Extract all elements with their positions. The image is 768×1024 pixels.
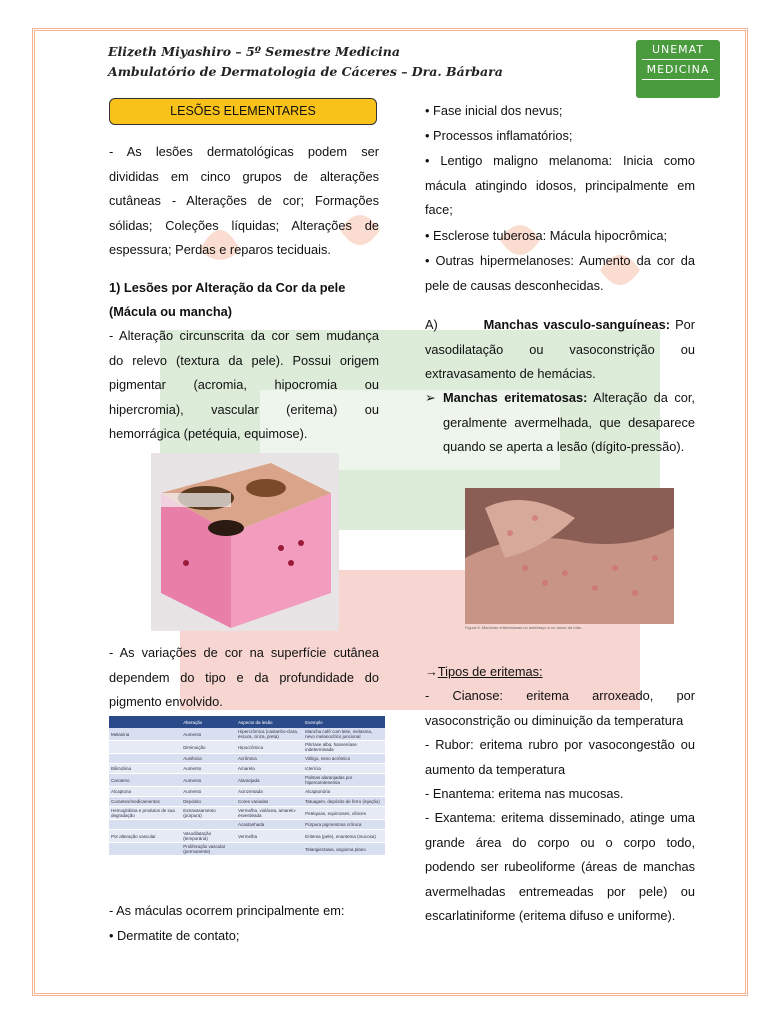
- bullet-dermatite: • Dermatite de contato;: [109, 928, 240, 943]
- table-row: [109, 843, 385, 856]
- table-cell: Vasodilatação (temporária): [181, 830, 236, 843]
- bullet-inflamatorios: • Processos inflamatórios;: [425, 128, 573, 143]
- table-cell: [109, 741, 181, 754]
- table-cell: Por alteração vascular: [109, 830, 181, 843]
- unemat-medicina-logo: [636, 40, 720, 98]
- table-cell: Palmas alaranjadas por hipercarotenemia: [303, 774, 385, 787]
- table-cell: Vitiligo, nevo acrômico: [303, 754, 385, 764]
- table-cell: Cores variadas: [236, 797, 303, 807]
- tipo-enantema: - Enantema: eritema nas mucosas.: [425, 786, 624, 801]
- table-cell: Alcaptonúria: [303, 787, 385, 797]
- table-cell: [109, 820, 181, 830]
- table-cell: [109, 843, 181, 856]
- table-row: [109, 741, 385, 754]
- maculas-intro: - As máculas ocorrem principalmente em:: [109, 903, 345, 918]
- table-cell: Petéquias, equimoses, víbices: [303, 807, 385, 820]
- table-row: [109, 797, 385, 807]
- table-row: [109, 728, 385, 741]
- table-cell: [236, 843, 303, 856]
- tipo-rubor: - Rubor: eritema rubro por vasocongestão ou aumento da temperatura: [425, 737, 695, 777]
- table-cell: Acrômica: [236, 754, 303, 764]
- table-header-cell: Alteração: [181, 716, 236, 728]
- section-a-text: Por vasodilatação ou vasoconstrição ou extravasamento de hemácias.: [425, 317, 696, 382]
- table-cell: Ausência: [181, 754, 236, 764]
- table-cell: Alcaptona: [109, 787, 181, 797]
- eritematosas-item: [425, 386, 695, 460]
- table-cell: Telangiectasia, angioma plano: [303, 843, 385, 856]
- table-cell: [109, 754, 181, 764]
- section-a-title: Manchas vasculo-sanguíneas:: [483, 317, 670, 332]
- figure-caption: Figura 6. Manchas eritematosas no antebraço e no dorso da mão.: [465, 625, 583, 630]
- table-cell: Aumento: [181, 787, 236, 797]
- table-cell: Vermelha, violácea, amarelo-esverdeada: [236, 807, 303, 820]
- erythema-arm-photo: [465, 488, 674, 624]
- table-row: [109, 820, 385, 830]
- section-a: [425, 313, 695, 387]
- table-cell: Tatuagem, depósito de ferro (injeção): [303, 797, 385, 807]
- intro-paragraph: - As lesões dermatológicas podem ser divididas em cinco grupos de alterações cutâneas - Alterações de cor; Formações sólidas; Coleções líquidas; Alterações de espessura; Perdas e reparos teciduais.: [109, 144, 379, 258]
- table-header-cell: Aspecto da lesão: [236, 716, 303, 728]
- color-variations-paragraph: - As variações de cor na superfície cutânea dependem do tipo e da profundidade do pigmento envolvido.: [109, 645, 379, 710]
- table-header-cell: [109, 716, 181, 728]
- bullet-lentigo: • Lentigo maligno melanoma: Inicia como mácula atingindo idosos, principalmente em face;: [425, 153, 695, 218]
- table-cell: Pitiríase alba, hanseníase indeterminada: [303, 741, 385, 754]
- arrowhead-icon: ➢: [425, 390, 436, 405]
- table-cell: [181, 820, 236, 830]
- table-cell: Alaranjada: [236, 774, 303, 787]
- table-cell: Bilirrubina: [109, 764, 181, 774]
- table-cell: Aumento: [181, 728, 236, 741]
- table-row: [109, 807, 385, 820]
- table-cell: Hemoglobina e produtos de sua degradação: [109, 807, 181, 820]
- table-row: [109, 774, 385, 787]
- table-row: [109, 787, 385, 797]
- table-row: [109, 754, 385, 764]
- table-cell: Proliferação vascular (permanente): [181, 843, 236, 856]
- table-header-row: [109, 716, 385, 728]
- bullet-nevus: • Fase inicial dos nevus;: [425, 103, 563, 118]
- table-row: [109, 830, 385, 843]
- pigment-table: [109, 716, 385, 856]
- logo-bottom-text: MEDICINA: [642, 59, 714, 80]
- table-cell: Caroteno: [109, 774, 181, 787]
- tipo-exantema: - Exantema: eritema disseminado, atinge uma grande área do corpo ou o corpo todo, podendo ser rubeoliforme (áreas de manchas avermelhadas entremeadas por pele) ou escarlatiniforme (eritema difuso e uniforme).: [425, 810, 695, 924]
- table-cell: Melanina: [109, 728, 181, 741]
- eritematosas-text: Alteração da cor, geralmente avermelhada, que desaparece quando se aperta a lesão (dígito-pressão).: [443, 390, 695, 455]
- right-arrow-icon: →: [425, 664, 438, 679]
- table-cell: Púrpura pigmentosa crônica: [303, 820, 385, 830]
- table-cell: Corantes/medicamentos: [109, 797, 181, 807]
- author-line: Elizeth Miyashiro – 5º Semestre Medicina: [108, 44, 400, 59]
- table-cell: Aumento: [181, 764, 236, 774]
- bullet-esclerose: • Esclerose tuberosa: Mácula hipocrômica;: [425, 228, 668, 243]
- section1-title: 1) Lesões por Alteração da Cor da pele: [109, 280, 346, 295]
- table-cell: Acinzentada: [236, 787, 303, 797]
- table-cell: Eritema (pele), enantema (mucosa): [303, 830, 385, 843]
- tipo-cianose: - Cianose: eritema arroxeado, por vasoconstrição ou diminuição da temperatura: [425, 688, 695, 728]
- document-header: [108, 42, 503, 82]
- table-cell: Icterícia: [303, 764, 385, 774]
- course-line: Ambulatório de Dermatologia de Cáceres – Dra. Bárbara: [108, 64, 503, 79]
- table-header-cell: Exemplo: [303, 716, 385, 728]
- table-cell: Diminuição: [181, 741, 236, 754]
- eritematosas-title: Manchas eritematosas:: [443, 390, 588, 405]
- section1-text: - Alteração circunscrita da cor sem mudança do relevo (textura da pele). Possui origem pigmentar (acromia, hipocromia ou hipercromia), vascular (eritema) ou hemorrágica (petéquia, equimose).: [109, 328, 379, 442]
- tipos-title: Tipos de eritemas:: [437, 664, 543, 679]
- table-cell: Hipocrômica: [236, 741, 303, 754]
- logo-top-text: UNEMAT: [651, 43, 705, 56]
- table-cell: Depósito: [181, 797, 236, 807]
- table-cell: Vermelha: [236, 830, 303, 843]
- page-title: LESÕES ELEMENTARES: [109, 98, 377, 125]
- section-a-prefix: A): [425, 317, 438, 332]
- table-cell: Amarela: [236, 764, 303, 774]
- skin-layers-figure: [151, 453, 339, 631]
- bullet-hipermelanoses: • Outras hipermelanoses: Aumento da cor da pele de causas desconhecidas.: [425, 253, 695, 293]
- table-cell: Hipercrômica (castanho-clara, escura, cinza, preta): [236, 728, 303, 741]
- table-cell: Extravasamento (púrpura): [181, 807, 236, 820]
- table-cell: Aumento: [181, 774, 236, 787]
- table-cell: Acastanhada: [236, 820, 303, 830]
- table-cell: Mancha café com leite, melasma, nevo melanocítico juncional: [303, 728, 385, 741]
- tipos-heading: [425, 660, 695, 685]
- table-row: [109, 764, 385, 774]
- section1-subtitle: (Mácula ou mancha): [109, 304, 233, 319]
